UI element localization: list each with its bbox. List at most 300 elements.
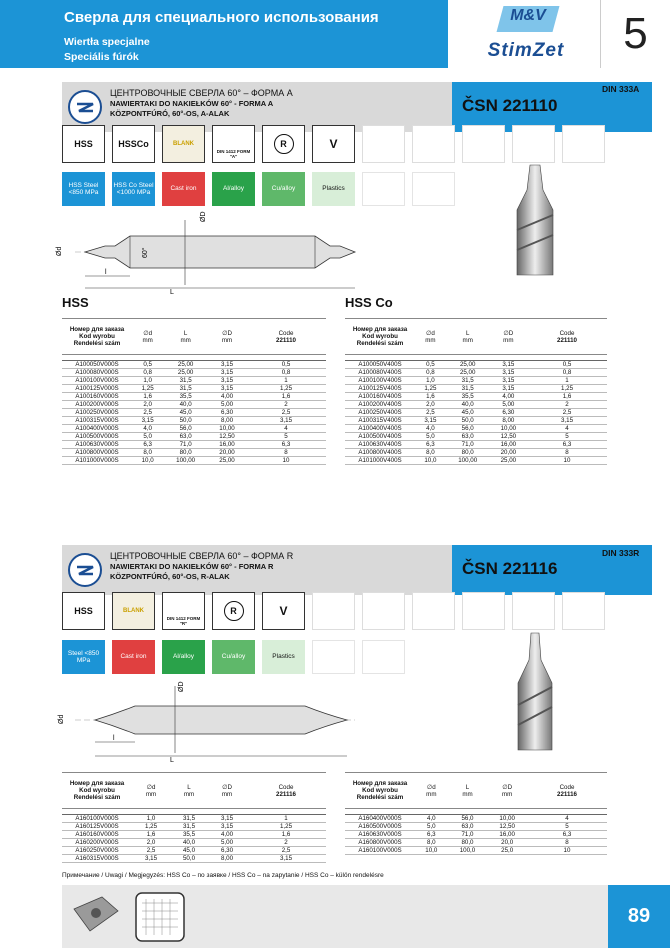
d-cell: 1,0 — [132, 815, 170, 823]
empty-slot — [362, 592, 405, 630]
l-cell: 31,5 — [446, 377, 490, 385]
table-row — [345, 441, 607, 449]
d-cell: 0,5 — [132, 361, 163, 369]
D-cell: 12,50 — [490, 433, 527, 441]
code-cell: 0,8 — [527, 369, 607, 377]
material-cu-alloy: Cu/alloy — [262, 172, 305, 206]
order-code-cell: A100250V000S — [62, 409, 132, 417]
drawing-a-label-d: Ød — [56, 246, 63, 256]
table-row — [62, 377, 326, 385]
table-header-row — [62, 319, 326, 355]
l-cell: 45,0 — [170, 847, 208, 855]
order-code-cell: A160800V000S — [345, 839, 415, 847]
code-cell: 4 — [527, 815, 607, 823]
header-d: ∅d — [143, 329, 153, 337]
order-code-cell: A100050V000S — [62, 361, 132, 369]
order-code-cell: A160100V000S — [62, 815, 132, 823]
D-cell: 10,00 — [208, 425, 246, 433]
order-code-cell: A100200V000S — [62, 401, 132, 409]
chapter-label: 5 — [623, 9, 648, 58]
empty-slot — [362, 125, 405, 163]
header-mm: mm — [462, 790, 473, 798]
drawing-r-label-l: l — [113, 735, 115, 742]
l-cell: 45,0 — [163, 409, 208, 417]
chapter-number — [600, 0, 670, 68]
l-cell: 71,0 — [163, 441, 208, 449]
code-cell: 1 — [246, 377, 326, 385]
table-row — [345, 393, 607, 401]
header-mm: mm — [502, 790, 513, 798]
header-code: Code — [278, 783, 294, 791]
header-code-value: 221116 — [557, 790, 577, 798]
D-cell: 8,00 — [208, 855, 246, 863]
header-code: Code — [559, 783, 575, 791]
title-hu: Speciális fúrók — [64, 51, 139, 63]
d-cell: 3,15 — [132, 417, 163, 425]
D-cell: 3,15 — [208, 361, 246, 369]
D-cell: 3,15 — [208, 369, 246, 377]
l-cell: 31,5 — [163, 385, 208, 393]
order-code-cell: A100125V400S — [345, 385, 415, 393]
header-d: ∅d — [146, 783, 156, 791]
header-mm: mm — [142, 336, 153, 344]
D-cell: 3,15 — [490, 369, 527, 377]
header-kod: Kod wyrobu — [362, 787, 398, 794]
rotation-r-label: R — [224, 601, 244, 621]
code-cell: 4 — [246, 425, 326, 433]
table-row — [345, 385, 607, 393]
d-cell: 4,0 — [415, 425, 446, 433]
code-cell: 8 — [527, 449, 607, 457]
D-cell: 8,00 — [490, 417, 527, 425]
d-cell: 1,25 — [415, 385, 446, 393]
section-r-standard: ČSN 221116 — [462, 559, 558, 578]
hssco-icon: HSSCo — [112, 125, 155, 163]
material-cast-iron: Cast iron — [162, 172, 205, 206]
blank-icon: BLANK — [162, 125, 205, 163]
D-cell: 3,15 — [490, 385, 527, 393]
D-cell: 3,15 — [208, 823, 246, 831]
d-cell: 1,25 — [132, 385, 163, 393]
rotation-r-icon — [212, 592, 255, 630]
D-cell: 5,00 — [208, 839, 246, 847]
d-cell: 1,6 — [132, 831, 170, 839]
section-a-title-pl: NAWIERTAKI DO NAKIEŁKÓW 60° - FORMA A — [110, 99, 274, 108]
order-code-cell: A160125V000S — [62, 823, 132, 831]
d-cell: 0,8 — [415, 369, 446, 377]
blank-icon: BLANK — [112, 592, 155, 630]
header-order: Номер для заказа — [352, 780, 408, 787]
d-cell: 10,0 — [415, 847, 448, 855]
D-cell: 4,00 — [208, 831, 246, 839]
d-cell: 4,0 — [132, 425, 163, 433]
order-code-cell: A101000V400S — [345, 457, 415, 465]
D-cell: 3,15 — [208, 377, 246, 385]
code-cell: 2,5 — [527, 409, 607, 417]
D-cell: 16,00 — [208, 441, 246, 449]
code-cell: 1,6 — [246, 393, 326, 401]
D-cell: 20,00 — [490, 449, 527, 457]
l-cell: 100,00 — [163, 457, 208, 465]
hss-icon: HSS — [62, 125, 105, 163]
table-row — [62, 401, 326, 409]
l-cell: 56,0 — [163, 425, 208, 433]
section-a-title-hu: KÖZPONTFÚRÓ, 60°-OS, A-ALAK — [110, 109, 230, 118]
center-drill-icon — [68, 90, 102, 124]
l-cell: 35,5 — [170, 831, 208, 839]
table-row — [345, 433, 607, 441]
code-cell: 0,5 — [527, 361, 607, 369]
code-cell: 8 — [527, 839, 607, 847]
code-cell: 8 — [246, 449, 326, 457]
table-r-right — [345, 772, 607, 855]
material-steel: Steel <850 MPa — [62, 640, 105, 674]
code-cell: 0,8 — [246, 369, 326, 377]
table-header-row — [345, 319, 607, 355]
material-hss-steel: HSS Steel <850 MPa — [62, 172, 105, 206]
order-code-cell: A100160V400S — [345, 393, 415, 401]
code-cell: 5 — [527, 433, 607, 441]
D-cell: 3,15 — [490, 377, 527, 385]
header-mm: mm — [221, 336, 233, 344]
l-cell: 50,0 — [163, 417, 208, 425]
d-cell: 2,5 — [132, 847, 170, 855]
header-mm: mm — [145, 790, 157, 798]
din-form-a-icon: DIN 1412 FORM "A" — [212, 125, 255, 163]
section-r-title-hu: KÖZPONTFÚRÓ, 60°-OS, R-ALAK — [110, 572, 230, 581]
table-row — [345, 425, 607, 433]
D-cell: 6,30 — [208, 847, 246, 855]
d-cell: 0,8 — [132, 369, 163, 377]
D-cell: 20,00 — [208, 449, 246, 457]
order-code-cell: A160630V000S — [345, 831, 415, 839]
drawing-a-label-angle: 60° — [142, 247, 149, 258]
order-code-cell: A160200V000S — [62, 839, 132, 847]
empty-slot — [362, 172, 405, 206]
d-cell: 10,0 — [415, 457, 446, 465]
code-cell: 3,15 — [527, 417, 607, 425]
header-kod: Kod wyrobu — [79, 333, 115, 340]
D-cell: 25,0 — [487, 847, 527, 855]
d-cell: 5,0 — [415, 433, 446, 441]
empty-slot — [412, 592, 455, 630]
order-code-cell: A101000V000S — [62, 457, 132, 465]
header-D: ∅D — [502, 783, 513, 791]
drawing-r-label-L: L — [170, 757, 174, 763]
form-r-drawing — [55, 678, 375, 763]
table-hss-title: HSS — [62, 295, 89, 310]
d-cell: 3,15 — [415, 417, 446, 425]
header-code-value: 221116 — [276, 790, 296, 798]
order-code-cell: A100630V000S — [62, 441, 132, 449]
l-cell: 56,0 — [448, 815, 488, 823]
d-cell: 1,6 — [132, 393, 163, 401]
table-r1-body — [62, 809, 326, 863]
header-l: L — [465, 329, 470, 337]
header-mm: mm — [462, 336, 473, 344]
l-cell: 35,5 — [163, 393, 208, 401]
d-cell: 2,0 — [132, 401, 163, 409]
table-row — [62, 855, 326, 863]
table-row — [62, 457, 326, 465]
d-cell: 6,3 — [132, 441, 163, 449]
D-cell: 20,0 — [487, 839, 527, 847]
D-cell: 4,00 — [490, 393, 527, 401]
material-cu-alloy: Cu/alloy — [212, 640, 255, 674]
l-cell: 63,0 — [446, 433, 490, 441]
table-row — [345, 409, 607, 417]
l-cell: 40,0 — [170, 839, 208, 847]
header-mm: mm — [503, 336, 514, 344]
order-code-cell: A100100V000S — [62, 377, 132, 385]
D-cell: 25,00 — [208, 457, 246, 465]
material-plastics: Plastics — [262, 640, 305, 674]
d-cell: 10,0 — [132, 457, 163, 465]
d-cell: 4,0 — [415, 815, 448, 823]
order-code-cell: A100050V400S — [345, 361, 415, 369]
table-row — [62, 839, 326, 847]
code-cell: 5 — [246, 433, 326, 441]
d-cell: 5,0 — [132, 433, 163, 441]
measurement-grid-icon — [132, 889, 188, 945]
order-code-cell: A100250V400S — [345, 409, 415, 417]
section-r-din: DIN 333R — [602, 548, 640, 558]
code-cell: 0,5 — [246, 361, 326, 369]
table-row — [62, 847, 326, 855]
header-order: Номер для заказа — [69, 326, 125, 333]
material-plastics: Plastics — [312, 172, 355, 206]
header-code-value: 221110 — [276, 336, 296, 344]
code-cell: 2,5 — [246, 409, 326, 417]
order-code-cell: A100800V000S — [62, 449, 132, 457]
section-r-banner — [62, 545, 652, 595]
l-cell: 31,5 — [170, 823, 208, 831]
d-cell: 2,5 — [415, 409, 446, 417]
l-cell: 50,0 — [446, 417, 490, 425]
l-cell: 45,0 — [446, 409, 490, 417]
l-cell: 100,0 — [448, 847, 488, 855]
section-r-title-ru: ЦЕНТРОВОЧНЫЕ СВЕРЛА 60° – ФОРМА R — [110, 551, 294, 561]
table-row — [345, 369, 607, 377]
header-mm: mm — [221, 790, 233, 798]
l-cell: 40,0 — [163, 401, 208, 409]
table-row — [345, 815, 607, 823]
code-cell: 6,3 — [527, 441, 607, 449]
table-row — [62, 385, 326, 393]
code-cell: 1,6 — [527, 393, 607, 401]
form-a-drawing — [55, 210, 375, 295]
l-cell: 80,0 — [448, 839, 488, 847]
brand-name: StimZet — [487, 40, 565, 61]
header-l: L — [465, 783, 470, 791]
d-cell: 1,6 — [415, 393, 446, 401]
order-code-cell: A100800V400S — [345, 449, 415, 457]
D-cell: 3,15 — [208, 815, 246, 823]
D-cell: 3,15 — [208, 385, 246, 393]
form-a-photo — [495, 155, 575, 285]
insert-tool-icon — [68, 891, 124, 939]
d-cell: 1,0 — [415, 377, 446, 385]
d-cell: 6,3 — [415, 441, 446, 449]
empty-slot — [412, 172, 455, 206]
l-cell: 25,00 — [163, 369, 208, 377]
l-cell: 100,00 — [446, 457, 490, 465]
table-row — [62, 441, 326, 449]
order-code-cell: A160315V000S — [62, 855, 132, 863]
header-code-value: 221110 — [557, 336, 577, 344]
l-cell: 40,0 — [446, 401, 490, 409]
order-code-cell: A100315V000S — [62, 417, 132, 425]
table-row — [345, 457, 607, 465]
table-row — [345, 831, 607, 839]
D-cell: 10,00 — [487, 815, 527, 823]
header-mm: mm — [426, 790, 437, 798]
order-code-cell: A160500V000S — [345, 823, 415, 831]
empty-slot — [412, 125, 455, 163]
title-ru: Сверла для специального использования — [64, 9, 379, 26]
table-row — [62, 361, 326, 369]
code-cell: 6,3 — [246, 441, 326, 449]
table-row — [345, 823, 607, 831]
table-row — [345, 417, 607, 425]
rotation-r-label: R — [274, 134, 294, 154]
d-cell: 1,25 — [132, 823, 170, 831]
D-cell: 4,00 — [208, 393, 246, 401]
order-code-cell: A100630V400S — [345, 441, 415, 449]
header-l: L — [183, 329, 188, 337]
header-D: ∅D — [222, 329, 232, 337]
order-code-cell: A100125V000S — [62, 385, 132, 393]
table-row — [345, 449, 607, 457]
d-cell: 0,5 — [415, 361, 446, 369]
code-cell: 1,25 — [527, 385, 607, 393]
table-r2-body — [345, 809, 607, 855]
D-cell: 25,00 — [490, 457, 527, 465]
table-row — [62, 369, 326, 377]
code-cell: 1 — [246, 815, 326, 823]
header-kod: Kod wyrobu — [79, 787, 115, 794]
code-cell: 1,6 — [246, 831, 326, 839]
table-row — [345, 401, 607, 409]
table-row — [62, 433, 326, 441]
table-hssco — [345, 318, 607, 465]
code-cell: 2 — [246, 839, 326, 847]
section-a-standard: ČSN 221110 — [462, 96, 558, 115]
section-r-title-pl: NAWIERTAKI DO NAKIEŁKÓW 60° - FORMA R — [110, 562, 274, 571]
empty-slot — [312, 592, 355, 630]
code-cell: 3,15 — [246, 855, 326, 863]
table-row — [62, 831, 326, 839]
d-cell: 2,0 — [132, 839, 170, 847]
D-cell: 3,15 — [490, 361, 527, 369]
l-cell: 25,00 — [446, 369, 490, 377]
table-header-row — [345, 773, 607, 809]
D-cell: 8,00 — [208, 417, 246, 425]
l-cell: 63,0 — [448, 823, 488, 831]
material-hssco-steel: HSS Co Steel <1000 MPa — [112, 172, 155, 206]
hss-icon: HSS — [62, 592, 105, 630]
D-cell: 5,00 — [208, 401, 246, 409]
d-cell: 1,0 — [132, 377, 163, 385]
code-cell: 10 — [527, 847, 607, 855]
order-code-cell: A100500V000S — [62, 433, 132, 441]
order-code-cell: A100100V400S — [345, 377, 415, 385]
D-cell: 12,50 — [487, 823, 527, 831]
header-code: Code — [559, 329, 575, 337]
table-row — [345, 377, 607, 385]
drawing-a-label-l: l — [105, 269, 107, 276]
header-D: ∅D — [503, 329, 514, 337]
header-rendeles: Rendelési szám — [73, 794, 121, 801]
l-cell: 31,5 — [446, 385, 490, 393]
table-row — [62, 393, 326, 401]
material-cast-iron: Cast iron — [112, 640, 155, 674]
footer-bar — [62, 885, 608, 948]
header-mm: mm — [180, 336, 191, 344]
d-cell: 2,0 — [415, 401, 446, 409]
d-cell: 8,0 — [415, 839, 448, 847]
table-hssco-title: HSS Co — [345, 295, 393, 310]
D-cell: 16,00 — [490, 441, 527, 449]
section-a-din: DIN 333A — [602, 84, 640, 94]
d-cell: 8,0 — [415, 449, 446, 457]
D-cell: 6,30 — [490, 409, 527, 417]
code-cell: 2 — [527, 401, 607, 409]
l-cell: 56,0 — [446, 425, 490, 433]
table-header-row — [62, 773, 326, 809]
brand-logo — [448, 0, 600, 68]
l-cell: 50,0 — [170, 855, 208, 863]
code-cell: 3,15 — [246, 417, 326, 425]
rotation-r-icon — [262, 125, 305, 163]
table-hss — [62, 318, 326, 465]
header-order: Номер для заказа — [69, 780, 125, 787]
D-cell: 10,00 — [490, 425, 527, 433]
order-code-cell: A100080V000S — [62, 369, 132, 377]
din-form-r-icon: DIN 1412 FORM "R" — [162, 592, 205, 630]
header-l: L — [187, 783, 191, 791]
code-cell: 10 — [246, 457, 326, 465]
empty-slot — [362, 640, 405, 674]
code-cell: 2 — [246, 401, 326, 409]
header-code: Code — [278, 329, 294, 337]
D-cell: 16,00 — [487, 831, 527, 839]
v-icon: V — [262, 592, 305, 630]
d-cell: 8,0 — [132, 449, 163, 457]
order-code-cell: A100160V000S — [62, 393, 132, 401]
table-row — [62, 425, 326, 433]
l-cell: 63,0 — [163, 433, 208, 441]
header-order: Номер для заказа — [352, 326, 408, 333]
order-code-cell: A100400V000S — [62, 425, 132, 433]
code-cell: 6,3 — [527, 831, 607, 839]
header-d: ∅d — [425, 329, 435, 337]
empty-slot — [312, 640, 355, 674]
header-rendeles: Rendelési szám — [356, 340, 404, 347]
material-al-alloy: Al/alloy — [212, 172, 255, 206]
header-D: ∅D — [222, 783, 232, 791]
table-row — [62, 417, 326, 425]
code-cell: 4 — [527, 425, 607, 433]
logo-badge-text: M&V — [510, 7, 546, 24]
l-cell: 25,00 — [446, 361, 490, 369]
header-rendeles: Rendelési szám — [356, 794, 404, 801]
l-cell: 80,0 — [163, 449, 208, 457]
d-cell: 6,3 — [415, 831, 448, 839]
table-hssco-body — [345, 355, 607, 465]
table-row — [345, 839, 607, 847]
l-cell: 71,0 — [446, 441, 490, 449]
